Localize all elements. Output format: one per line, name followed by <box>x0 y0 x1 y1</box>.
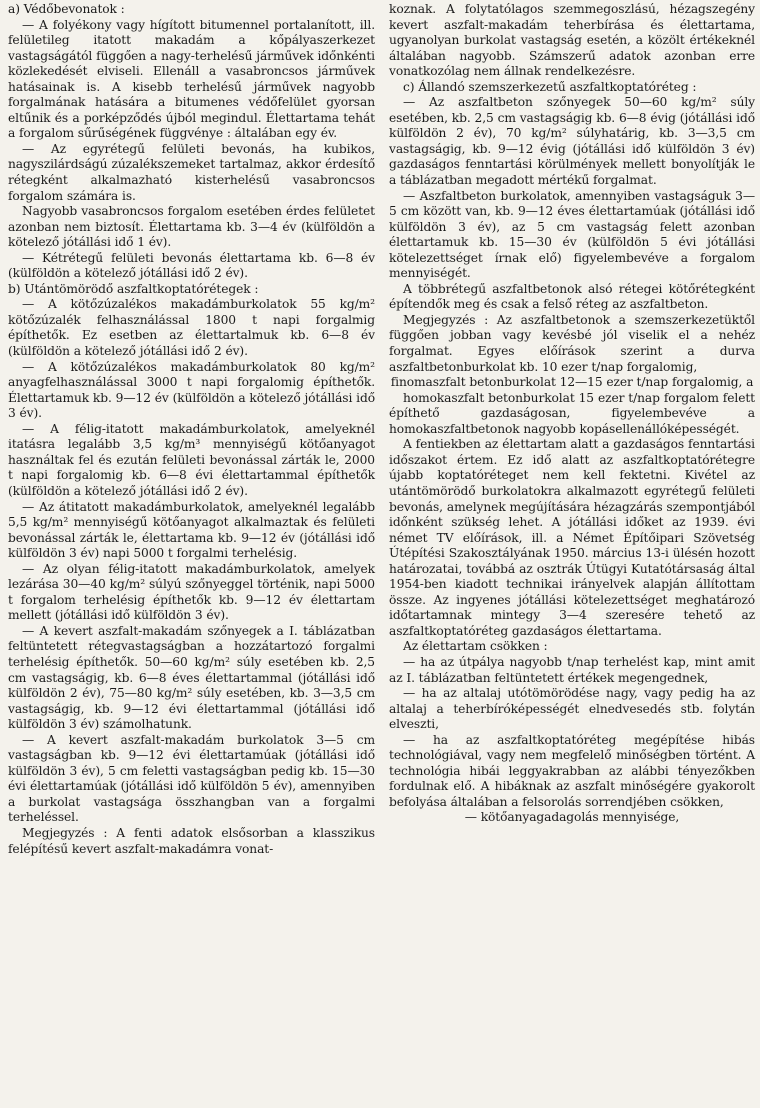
paragraph: — Az átitatott makadámburkolatok, amelyeknél legalább 5,5 kg/m² mennyiségű kötőanyagot alkalmaztak és felületi bevonással zárták le, élettartama kb. 9—12 év (jótállási idő külföldön 3 év) napi 5000 t forgalmi terhelésig. <box>8 499 375 561</box>
paragraph: Megjegyzés : A fenti adatok elsősorban a klasszikus felépítésű kevert aszfalt-makadámra vonat- <box>8 825 375 856</box>
paragraph: A fentiekben az élettartam alatt a gazdaságos fenntartási időszakot értem. Ez idő alatt az aszfaltkoptatórétegre újabb koptatóréteget nem kell fektetni. Kivétel az utántömörödő burkolatokra alkalmazott egyrétegű felületi bevonás, amelynek megújítására hézagzárás szempontjából időnként szükség lehet. A jótállási időket az 1939. évi német TV előírások, ill. a Német Építőipari Szövetség Útépítési Szakosztályának 1950. március 13-i ülésén hozott határozatai, továbbá az osztrák Útügyi Kutatótársaság által 1954-ben kiadott technikai irányelvek alapján állítottam össze. Az ingyenes jótállási kötelezettséget meghatározó időtartamnak mintegy 3—4 szeresére tehető az aszfaltkoptatóréteg gazdaságos élettartama. <box>389 437 755 638</box>
paragraph: — Kétrétegű felületi bevonás élettartama kb. 6—8 év (külföldön a kötelező jótállási idő 2 év). <box>8 250 375 281</box>
paragraph: — A kevert aszfalt-makadám szőnyegek a I. táblázatban feltüntetett rétegvastagságban a hozzátartozó forgalmi terhelésig építhetők. 50—60 kg/m² súly esetében kb. 2,5 cm vastagságig, kb. 6—8 éves élettartammal (jótállási idő külföldön 2 év), 75—80 kg/m² súly esetében, kb. 3—3,5 cm vastagságig, kb. 9—12 évi élettartammal (jótállási idő külföldön 3 év) számolhatunk. <box>8 623 375 732</box>
paragraph: — Aszfaltbeton burkolatok, amennyiben vastagságuk 3—5 cm között van, kb. 9—12 éves élettartamúak (jótállási idő külföldön 3 év), az 5 cm vastagság felett azonban élettartamuk kb. 15—30 év (külföldön 5 évi jótállási kötelezettséget írnak elő) figyelembevéve a forgalom mennyiségét. <box>389 188 755 281</box>
paragraph: — Az aszfaltbeton szőnyegek 50—60 kg/m² súly esetében, kb. 2,5 cm vastagságig kb. 6—8 évig (jótállási idő külföldön 2 év), 70 kg/m² súlyhatárig, kb. 3—3,5 cm vastagságig, kb. 9—12 évig (jótállási idő külföldön 3 év) gazdaságos fenntartási körülmények mellett bonyolítják le a táblázatban megadott mértékű forgalmat. <box>389 95 755 188</box>
paragraph: Nagyobb vasabroncsos forgalom esetében érdes felületet azonban nem biztosít. Élettartama kb. 3—4 év (külföldön a kötelező jótállási idő 1 év). <box>8 204 375 250</box>
left-column <box>8 2 375 1108</box>
paragraph: Az élettartam csökken : <box>403 639 548 654</box>
paragraph: — A kötőzúzalékos makadámburkolatok 55 kg/m² kötőzúzalék felhasználással 1800 t napi forgalmig építhetők. Ez esetben az élettartalmuk kb. 6—8 év (külföldön a kötelező jótállási idő 2 év). <box>8 297 375 359</box>
paragraph: — Az egyrétegű felületi bevonás, ha kubikos, nagyszilárdságú zúzalékszemeket tartalmaz, akkor érdesítő rétegként alkalmazható kisterhelésű vasabroncsos forgalom számára is. <box>8 141 375 203</box>
paragraph: homokaszfalt betonburkolat 15 ezer t/nap forgalom felett építhető gazdaságosan, figyelembevéve a homokaszfaltbetonok nagyobb kopásellenállóképességét. <box>389 390 755 436</box>
paragraph: — A félig-itatott makadámburkolatok, amelyeknél itatásra legalább 3,5 kg/m³ mennyiségű kötőanyagot használtak fel és ezután felületi bevonással zárták le, 2000 t napi forgalomig kb. 6—8 évi élettartammal építhetők (külföldön a kötelező jótállási idő 2 év). <box>8 421 375 498</box>
paragraph: finomaszfalt betonburkolat 12—15 ezer t/nap forgalomig, a <box>390 375 754 390</box>
paragraph: — A kevert aszfalt-makadám burkolatok 3—5 cm vastagságban kb. 9—12 évi élettartamúak (jótállási idő külföldön 3 év), 5 cm feletti vastagságban pedig kb. 15—30 évi élettartamúak (jótállási idő külföldön 5 év), amennyiben a burkolat vastagsága összhangban van a forgalmi terheléssel. <box>8 732 375 825</box>
paragraph: — Az olyan félig-itatott makadámburkolatok, amelyek lezárása 30—40 kg/m² súlyú szőnyeggel történik, napi 5000 t forgalom terhelésig építhetők kb. 9—12 év élettartam mellett (jótállási idő külföldön 3 év). <box>8 561 375 623</box>
paragraph: — ha az útpálya nagyobb t/nap terhelést kap, mint amit az I. táblázatban feltüntetett értékek megengednek, <box>389 654 755 685</box>
section-heading: koznak. A folytatólagos szemmegoszlású, hézagszegény kevert aszfalt-makadám teherbírása és élettartama, ugyanolyan burkolat vastagság esetén, a közölt értékeknél általában nagyobb. Számszerű adatok azonban erre vonatkozólag nem állnak rendelkezésre. <box>389 2 755 79</box>
section-heading: b) Utántömörödő aszfaltkoptatórétegek : <box>8 281 259 296</box>
paragraph: — A folyékony vagy hígított bitumennel portalanított, ill. felületileg itatott makadám a kőpályaszerkezet vastagságától függően a nagy-terhelésű járművek időnkénti közlekedését elviseli. Ellenáll a vasabroncsos járművek hatásainak is. A kisebb terhelésű járművek nagyobb forgalmának hatására a bitumenes védőfelület gyorsan eltűnik és a porképződés újból megindul. Élettartama tehát a forgalom sűrűségének függvénye : általában egy év. <box>8 17 375 141</box>
section-heading: a) Védőbevonatok : <box>8 2 125 16</box>
paragraph: — kötőanyagadagolás mennyisége, <box>464 810 680 825</box>
paragraph: c) Állandó szemszerkezetű aszfaltkoptatóréteg : <box>403 79 697 94</box>
right-column <box>389 2 755 1108</box>
paragraph: A többrétegű aszfaltbetonok alsó rétegei kötőrétegként építendők meg és csak a felső réteg az aszfaltbeton. <box>389 281 755 312</box>
paragraph: — ha az altalaj utótömörödése nagy, vagy pedig ha az altalaj a teherbíróképességét elnedvesedés stb. folytán elveszti, <box>389 686 755 732</box>
paragraph: — A kötőzúzalékos makadámburkolatok 80 kg/m² anyagfelhasználással 3000 t napi forgalomig építhetők. Élettartamuk kb. 9—12 év (külföldön a kötelező jótállási idő 3 év). <box>8 359 375 421</box>
paragraph: Megjegyzés : Az aszfaltbetonok a szemszerkezetüktől függően jobban vagy kevésbé jól viselik el a nehéz forgalmat. Egyes előírások szerint a durva aszfaltbetonburkolat kb. 10 ezer t/nap forgalomig, <box>389 312 755 374</box>
paragraph: — ha az aszfaltkoptatóréteg megépítése hibás technológiával, vagy nem megfelelő minőségben történt. A technológia hibái leggyakrabban az alábbi tényezőkben fordulnak elő. A hibáknak az aszfalt minőségére gyakorolt befolyása általában a felsorolás sorrendjében csökken, <box>389 732 755 809</box>
